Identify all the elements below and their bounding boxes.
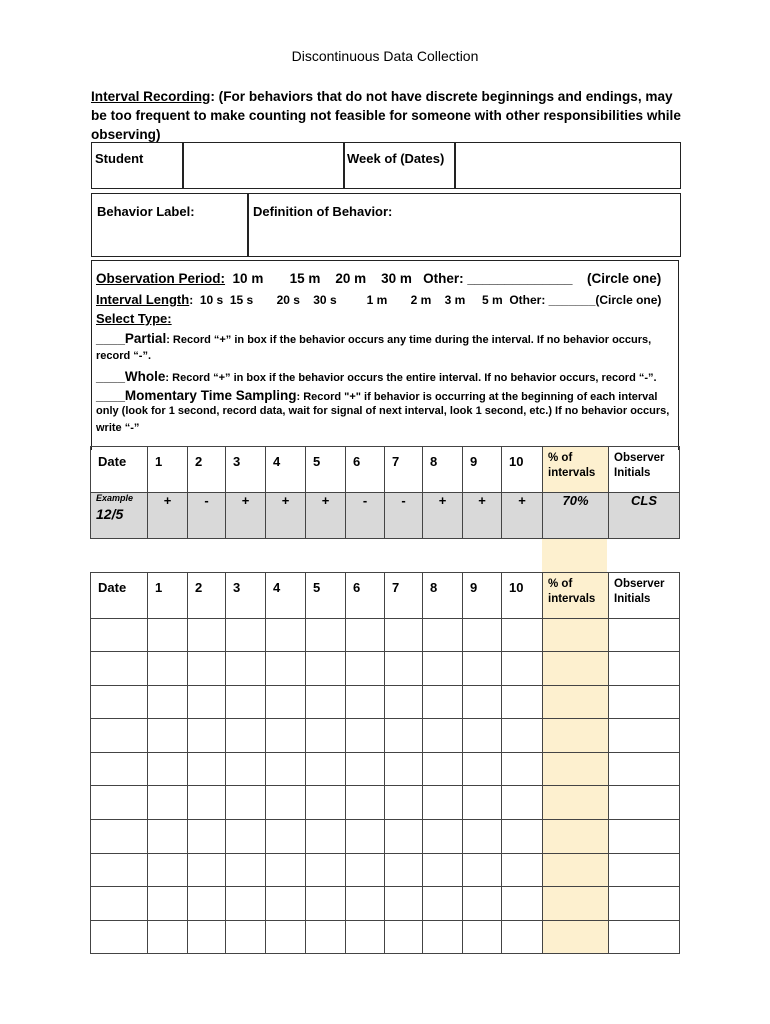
interval-cell[interactable] bbox=[385, 685, 423, 719]
date-cell[interactable] bbox=[91, 652, 148, 686]
interval-cell[interactable] bbox=[346, 685, 385, 719]
interval-cell[interactable] bbox=[502, 786, 543, 820]
initials-cell[interactable] bbox=[609, 752, 680, 786]
mts-name: Momentary Time Sampling bbox=[124, 388, 297, 403]
table-row bbox=[91, 819, 680, 853]
definition-label: Definition of Behavior: bbox=[253, 204, 393, 219]
date-cell[interactable] bbox=[91, 685, 148, 719]
example-mark-2: - bbox=[188, 493, 226, 539]
example-header-row bbox=[91, 447, 680, 493]
interval-cell[interactable] bbox=[423, 853, 463, 887]
example-mark-3: + bbox=[226, 493, 266, 539]
table-row bbox=[91, 719, 680, 753]
interval-cell[interactable] bbox=[226, 752, 266, 786]
observation-period-label: Observation Period: bbox=[96, 271, 226, 286]
interval-cell[interactable] bbox=[346, 719, 385, 753]
interval-cell[interactable] bbox=[385, 619, 423, 652]
behavior-label: Behavior Label: bbox=[97, 204, 195, 219]
initials-cell[interactable] bbox=[609, 819, 680, 853]
behavior-box bbox=[91, 193, 681, 257]
example-mark-7: - bbox=[385, 493, 423, 539]
percent-cell[interactable] bbox=[543, 719, 609, 753]
interval-cell[interactable] bbox=[148, 652, 188, 686]
example-header-interval-5: 5 bbox=[306, 447, 346, 493]
interval-cell[interactable] bbox=[423, 887, 463, 921]
intro-paragraph bbox=[91, 87, 681, 144]
interval-cell[interactable] bbox=[463, 786, 502, 820]
example-header-date: Date bbox=[91, 447, 148, 493]
example-header-interval-4: 4 bbox=[266, 447, 306, 493]
date-cell[interactable] bbox=[91, 619, 148, 652]
interval-length-line bbox=[96, 292, 661, 307]
interval-cell[interactable] bbox=[266, 920, 306, 954]
example-header-interval-3: 3 bbox=[226, 447, 266, 493]
interval-cell[interactable] bbox=[306, 752, 346, 786]
interval-cell[interactable] bbox=[463, 619, 502, 652]
whole-option: ____Whole: Record “+” in box if the behavior occurs the entire interval. If no behavior occurs, record “-”. bbox=[96, 369, 657, 384]
date-cell[interactable] bbox=[91, 920, 148, 954]
interval-cell[interactable] bbox=[463, 819, 502, 853]
interval-cell[interactable] bbox=[385, 752, 423, 786]
interval-cell[interactable] bbox=[502, 652, 543, 686]
data-header-interval-6: 6 bbox=[346, 573, 385, 619]
interval-cell[interactable] bbox=[148, 685, 188, 719]
example-header-percent: % of intervals bbox=[543, 447, 609, 493]
table-row bbox=[91, 652, 680, 686]
data-header-interval-5: 5 bbox=[306, 573, 346, 619]
initials-cell[interactable] bbox=[609, 887, 680, 921]
interval-cell[interactable] bbox=[346, 920, 385, 954]
whole-text: : Record “+” in box if the behavior occurs the entire interval. If no behavior occurs, record “-”. bbox=[165, 372, 657, 384]
interval-cell[interactable] bbox=[502, 619, 543, 652]
interval-cell[interactable] bbox=[385, 887, 423, 921]
interval-cell[interactable] bbox=[346, 752, 385, 786]
interval-cell[interactable] bbox=[502, 853, 543, 887]
table-row bbox=[91, 853, 680, 887]
observation-box bbox=[91, 260, 679, 450]
interval-cell[interactable] bbox=[502, 819, 543, 853]
mts-text-cont: only (look for 1 second, record data, wait for signal of next interval, look 1 second, etc.) If no behavior occurs, bbox=[96, 405, 670, 417]
interval-cell[interactable] bbox=[266, 719, 306, 753]
interval-cell[interactable] bbox=[188, 819, 226, 853]
interval-cell[interactable] bbox=[423, 786, 463, 820]
example-mark-10: + bbox=[502, 493, 543, 539]
interval-cell[interactable] bbox=[226, 719, 266, 753]
example-row bbox=[91, 493, 680, 539]
interval-cell[interactable] bbox=[148, 719, 188, 753]
partial-text-cont: record “-”. bbox=[96, 350, 152, 362]
date-cell[interactable] bbox=[91, 819, 148, 853]
example-mark-9: + bbox=[463, 493, 502, 539]
data-header-interval-1: 1 bbox=[148, 573, 188, 619]
interval-cell[interactable] bbox=[502, 752, 543, 786]
percent-cell[interactable] bbox=[543, 685, 609, 719]
percent-column-highlight bbox=[542, 538, 607, 572]
data-header-percent: % of intervals bbox=[543, 573, 609, 619]
interval-cell[interactable] bbox=[463, 853, 502, 887]
interval-cell[interactable] bbox=[423, 719, 463, 753]
data-header-interval-9: 9 bbox=[463, 573, 502, 619]
interval-cell[interactable] bbox=[385, 853, 423, 887]
mts-option: ____Momentary Time Sampling: Record "+" if behavior is occurring at the beginning of each interval bbox=[96, 388, 658, 403]
interval-cell[interactable] bbox=[385, 652, 423, 686]
interval-cell[interactable] bbox=[188, 853, 226, 887]
interval-cell[interactable] bbox=[423, 752, 463, 786]
example-header-interval-8: 8 bbox=[423, 447, 463, 493]
table-row bbox=[91, 786, 680, 820]
interval-cell[interactable] bbox=[266, 652, 306, 686]
interval-cell[interactable] bbox=[188, 685, 226, 719]
interval-cell[interactable] bbox=[226, 786, 266, 820]
interval-cell[interactable] bbox=[226, 685, 266, 719]
period-circle-note: (Circle one) bbox=[587, 271, 662, 286]
interval-cell[interactable] bbox=[266, 786, 306, 820]
example-header-interval-10: 10 bbox=[502, 447, 543, 493]
example-percent: 70% bbox=[543, 493, 609, 539]
interval-cell[interactable] bbox=[346, 786, 385, 820]
interval-cell[interactable] bbox=[463, 652, 502, 686]
observation-period-line bbox=[96, 271, 573, 286]
table-row bbox=[91, 619, 680, 652]
interval-cell[interactable] bbox=[148, 619, 188, 652]
example-table bbox=[90, 446, 680, 539]
example-header-interval-6: 6 bbox=[346, 447, 385, 493]
interval-cell[interactable] bbox=[423, 819, 463, 853]
percent-cell[interactable] bbox=[543, 887, 609, 921]
example-date-cell bbox=[91, 493, 148, 539]
interval-cell[interactable] bbox=[463, 887, 502, 921]
interval-cell[interactable] bbox=[148, 819, 188, 853]
data-header-row bbox=[91, 573, 680, 619]
example-mark-1: + bbox=[148, 493, 188, 539]
interval-cell[interactable] bbox=[346, 853, 385, 887]
interval-cell[interactable] bbox=[148, 887, 188, 921]
interval-cell[interactable] bbox=[502, 887, 543, 921]
example-mark-4: + bbox=[266, 493, 306, 539]
interval-cell[interactable] bbox=[385, 719, 423, 753]
interval-cell[interactable] bbox=[306, 652, 346, 686]
interval-cell[interactable] bbox=[306, 920, 346, 954]
interval-length-options: : 10 s 15 s 20 s 30 s 1 m 2 m 3 m 5 m Other: _______(Circle one) bbox=[189, 293, 662, 307]
interval-cell[interactable] bbox=[423, 619, 463, 652]
percent-cell[interactable] bbox=[543, 619, 609, 652]
example-initials: CLS bbox=[609, 493, 680, 539]
table-row bbox=[91, 887, 680, 921]
interval-cell[interactable] bbox=[266, 752, 306, 786]
interval-cell[interactable] bbox=[266, 685, 306, 719]
select-type-label: Select Type: bbox=[96, 311, 172, 326]
partial-text: : Record “+” in box if the behavior occurs any time during the interval. If no behavior occurs, bbox=[166, 334, 652, 346]
interval-cell[interactable] bbox=[266, 619, 306, 652]
interval-cell[interactable] bbox=[226, 853, 266, 887]
percent-cell[interactable] bbox=[543, 920, 609, 954]
interval-cell[interactable] bbox=[226, 652, 266, 686]
mts-text-cont2: write “-” bbox=[96, 422, 140, 434]
date-cell[interactable] bbox=[91, 719, 148, 753]
interval-cell[interactable] bbox=[226, 619, 266, 652]
interval-cell[interactable] bbox=[226, 887, 266, 921]
interval-cell[interactable] bbox=[385, 920, 423, 954]
interval-cell[interactable] bbox=[306, 853, 346, 887]
initials-cell[interactable] bbox=[609, 786, 680, 820]
week-label: Week of (Dates) bbox=[347, 151, 445, 166]
date-cell[interactable] bbox=[91, 887, 148, 921]
table-row bbox=[91, 920, 680, 954]
example-header-initials: Observer Initials bbox=[609, 447, 680, 493]
interval-cell[interactable] bbox=[346, 819, 385, 853]
interval-cell[interactable] bbox=[463, 920, 502, 954]
partial-option: ____Partial: Record “+” in box if the behavior occurs any time during the interval. If no behavior occurs, bbox=[96, 331, 652, 346]
interval-length-label: Interval Length bbox=[96, 292, 190, 307]
percent-cell[interactable] bbox=[543, 819, 609, 853]
date-cell[interactable] bbox=[91, 853, 148, 887]
example-header-interval-9: 9 bbox=[463, 447, 502, 493]
observation-period-options: 10 m 15 m 20 m 30 m Other: ______________ bbox=[232, 271, 573, 286]
student-week-box bbox=[91, 142, 681, 189]
interval-cell[interactable] bbox=[463, 752, 502, 786]
initials-cell[interactable] bbox=[609, 685, 680, 719]
table-row bbox=[91, 685, 680, 719]
interval-cell[interactable] bbox=[188, 920, 226, 954]
interval-cell[interactable] bbox=[148, 786, 188, 820]
interval-cell[interactable] bbox=[226, 819, 266, 853]
initials-cell[interactable] bbox=[609, 920, 680, 954]
interval-cell[interactable] bbox=[266, 887, 306, 921]
data-header-date: Date bbox=[91, 573, 148, 619]
data-header-interval-7: 7 bbox=[385, 573, 423, 619]
partial-name: Partial bbox=[124, 331, 167, 346]
percent-cell[interactable] bbox=[543, 786, 609, 820]
example-date: 12/5 bbox=[96, 506, 124, 522]
percent-cell[interactable] bbox=[543, 752, 609, 786]
data-header-interval-8: 8 bbox=[423, 573, 463, 619]
data-header-interval-4: 4 bbox=[266, 573, 306, 619]
interval-cell[interactable] bbox=[306, 685, 346, 719]
interval-cell[interactable] bbox=[502, 920, 543, 954]
initials-cell[interactable] bbox=[609, 652, 680, 686]
whole-name: Whole bbox=[124, 369, 166, 384]
interval-cell[interactable] bbox=[346, 652, 385, 686]
data-header-interval-10: 10 bbox=[502, 573, 543, 619]
date-cell[interactable] bbox=[91, 752, 148, 786]
interval-cell[interactable] bbox=[188, 619, 226, 652]
interval-cell[interactable] bbox=[188, 752, 226, 786]
percent-cell[interactable] bbox=[543, 853, 609, 887]
interval-cell[interactable] bbox=[188, 887, 226, 921]
example-header-interval-2: 2 bbox=[188, 447, 226, 493]
interval-cell[interactable] bbox=[423, 920, 463, 954]
example-header-interval-1: 1 bbox=[148, 447, 188, 493]
interval-cell[interactable] bbox=[266, 819, 306, 853]
interval-cell[interactable] bbox=[306, 619, 346, 652]
example-label: Example bbox=[96, 493, 134, 503]
table-row bbox=[91, 752, 680, 786]
page-title: Discontinuous Data Collection bbox=[291, 48, 479, 64]
example-mark-8: + bbox=[423, 493, 463, 539]
interval-cell[interactable] bbox=[306, 786, 346, 820]
example-mark-6: - bbox=[346, 493, 385, 539]
interval-cell[interactable] bbox=[385, 786, 423, 820]
data-header-initials: Observer Initials bbox=[609, 573, 680, 619]
interval-cell[interactable] bbox=[385, 819, 423, 853]
student-label: Student bbox=[95, 151, 144, 166]
data-header-interval-2: 2 bbox=[188, 573, 226, 619]
interval-cell[interactable] bbox=[306, 819, 346, 853]
interval-cell[interactable] bbox=[306, 719, 346, 753]
initials-cell[interactable] bbox=[609, 853, 680, 887]
interval-cell[interactable] bbox=[188, 786, 226, 820]
interval-cell[interactable] bbox=[148, 853, 188, 887]
interval-cell[interactable] bbox=[226, 920, 266, 954]
interval-cell[interactable] bbox=[306, 887, 346, 921]
initials-cell[interactable] bbox=[609, 619, 680, 652]
interval-cell[interactable] bbox=[423, 652, 463, 686]
example-mark-5: + bbox=[306, 493, 346, 539]
date-cell[interactable] bbox=[91, 786, 148, 820]
interval-cell[interactable] bbox=[266, 853, 306, 887]
interval-cell[interactable] bbox=[188, 719, 226, 753]
data-table bbox=[90, 572, 680, 954]
interval-cell[interactable] bbox=[463, 685, 502, 719]
interval-cell[interactable] bbox=[346, 619, 385, 652]
example-header-interval-7: 7 bbox=[385, 447, 423, 493]
interval-cell[interactable] bbox=[148, 920, 188, 954]
interval-recording-heading: Interval Recording bbox=[91, 89, 211, 104]
mts-text: : Record "+" if behavior is occurring at the beginning of each interval bbox=[296, 391, 658, 403]
interval-cell[interactable] bbox=[463, 719, 502, 753]
interval-cell[interactable] bbox=[502, 685, 543, 719]
interval-cell[interactable] bbox=[502, 719, 543, 753]
interval-cell[interactable] bbox=[346, 887, 385, 921]
intro-text: : (For behaviors that do not have discrete beginnings and endings, may be too frequent to make counting not feasible for someone with other responsibilities while observing) bbox=[91, 89, 681, 142]
interval-cell[interactable] bbox=[188, 652, 226, 686]
initials-cell[interactable] bbox=[609, 719, 680, 753]
data-header-interval-3: 3 bbox=[226, 573, 266, 619]
interval-cell[interactable] bbox=[423, 685, 463, 719]
interval-cell[interactable] bbox=[148, 752, 188, 786]
percent-cell[interactable] bbox=[543, 652, 609, 686]
